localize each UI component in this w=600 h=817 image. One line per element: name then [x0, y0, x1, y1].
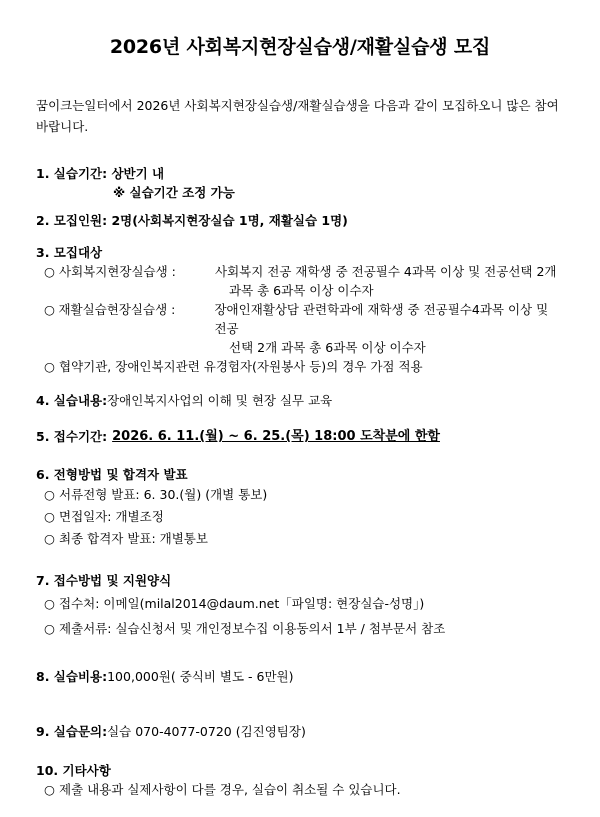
section-cost: [36, 667, 564, 686]
eligibility-rehab-line1: 장애인재활상담 관련학과에 재학생 중 전공필수4과목 이상 및 전공: [214, 302, 549, 336]
eligibility-rehab-label: 재활실습현장실습생 :: [58, 302, 176, 317]
section-inquiry-value: 실습 070-4077-0720 (김진영팀장): [107, 724, 306, 739]
eligibility-social-work: [36, 262, 564, 281]
section-selection-heading: 6. 전형방법 및 합격자 발표: [36, 467, 188, 482]
bullet-icon: ○: [44, 487, 55, 502]
section-submission: [36, 571, 564, 638]
eligibility-rehab: [36, 300, 564, 338]
section-period-heading: 1. 실습기간: 상반기 내: [36, 166, 165, 181]
bullet-icon: ○: [44, 531, 55, 546]
section-content-label: 4. 실습내용:: [36, 393, 108, 408]
section-application-period-label: 5. 접수기간:: [36, 429, 108, 444]
section-eligibility: [36, 243, 564, 376]
selection-final-text: 최종 합격자 발표: 개별통보: [59, 531, 208, 546]
eligibility-bonus-text: 협약기관, 장애인복지관련 유경험자(자원봉사 등)의 경우 가점 적용: [59, 359, 423, 374]
intro-paragraph: 꿈이크는일터에서 2026년 사회복지현장실습생/재활실습생을 다음과 같이 모집하오니 많은 참여 바랍니다.: [36, 98, 559, 134]
selection-interview-text: 면접일자: 개별조정: [59, 509, 164, 524]
etc-notice-text: 제출 내용과 실제사항이 다를 경우, 실습이 취소될 수 있습니다.: [59, 782, 401, 797]
bullet-icon: ○: [44, 359, 55, 374]
section-etc: [36, 761, 564, 799]
submission-email-text[interactable]: 접수처: 이메일(milal2014@daum.net「파일명: 현장실습-성명」): [59, 596, 425, 611]
selection-document-text: 서류전형 발표: 6. 30.(월) (개별 통보): [59, 487, 268, 502]
selection-document: [36, 485, 564, 504]
bullet-icon: ○: [44, 782, 55, 797]
section-submission-heading: 7. 접수방법 및 지원양식: [36, 573, 172, 588]
bullet-icon: ○: [44, 509, 55, 524]
bullet-icon: ○: [44, 264, 55, 279]
section-application-period: [36, 427, 564, 446]
submission-email: [36, 594, 564, 613]
selection-final: [36, 529, 564, 548]
section-selection: [36, 465, 564, 548]
section-content: [36, 391, 564, 410]
submission-documents: [36, 619, 564, 638]
eligibility-rehab-line2: 선택 2개 과목 총 6과목 이상 이수자: [229, 340, 426, 355]
section-period-note: ※ 실습기간 조정 가능: [113, 185, 235, 200]
eligibility-social-work-line1: 사회복지 전공 재학생 중 전공필수 4과목 이상 및 전공선택 2개: [215, 264, 557, 279]
eligibility-social-work-line2: 과목 총 6과목 이상 이수자: [229, 283, 374, 298]
eligibility-social-work-label: 사회복지현장실습생 :: [59, 264, 176, 279]
section-recruits: [36, 211, 564, 230]
section-application-period-value: 2026. 6. 11.(월) ~ 6. 25.(목) 18:00 도착분에 한함: [112, 429, 440, 444]
section-etc-heading: 10. 기타사항: [36, 763, 111, 778]
section-period: [36, 164, 564, 202]
section-inquiry: [36, 722, 564, 741]
etc-notice: [36, 780, 564, 799]
bullet-icon: ○: [44, 596, 55, 611]
bullet-icon: ○: [44, 621, 55, 636]
section-content-value: 장애인복지사업의 이해 및 현장 실무 교육: [107, 393, 333, 408]
bullet-icon: ○: [44, 302, 55, 317]
section-recruits-heading: 2. 모집인원: 2명(사회복지현장실습 1명, 재활실습 1명): [36, 213, 348, 228]
section-eligibility-heading: 3. 모집대상: [36, 245, 103, 260]
page-title: 2026년 사회복지현장실습생/재활실습생 모집: [109, 36, 491, 58]
eligibility-bonus: [36, 357, 564, 376]
submission-documents-text: 제출서류: 실습신청서 및 개인정보수집 이용동의서 1부 / 첨부문서 참조: [59, 621, 446, 636]
section-cost-label: 8. 실습비용:: [36, 669, 108, 684]
section-cost-value: 100,000원( 중식비 별도 - 6만원): [107, 669, 294, 684]
section-inquiry-label: 9. 실습문의:: [36, 724, 108, 739]
selection-interview: [36, 507, 564, 526]
